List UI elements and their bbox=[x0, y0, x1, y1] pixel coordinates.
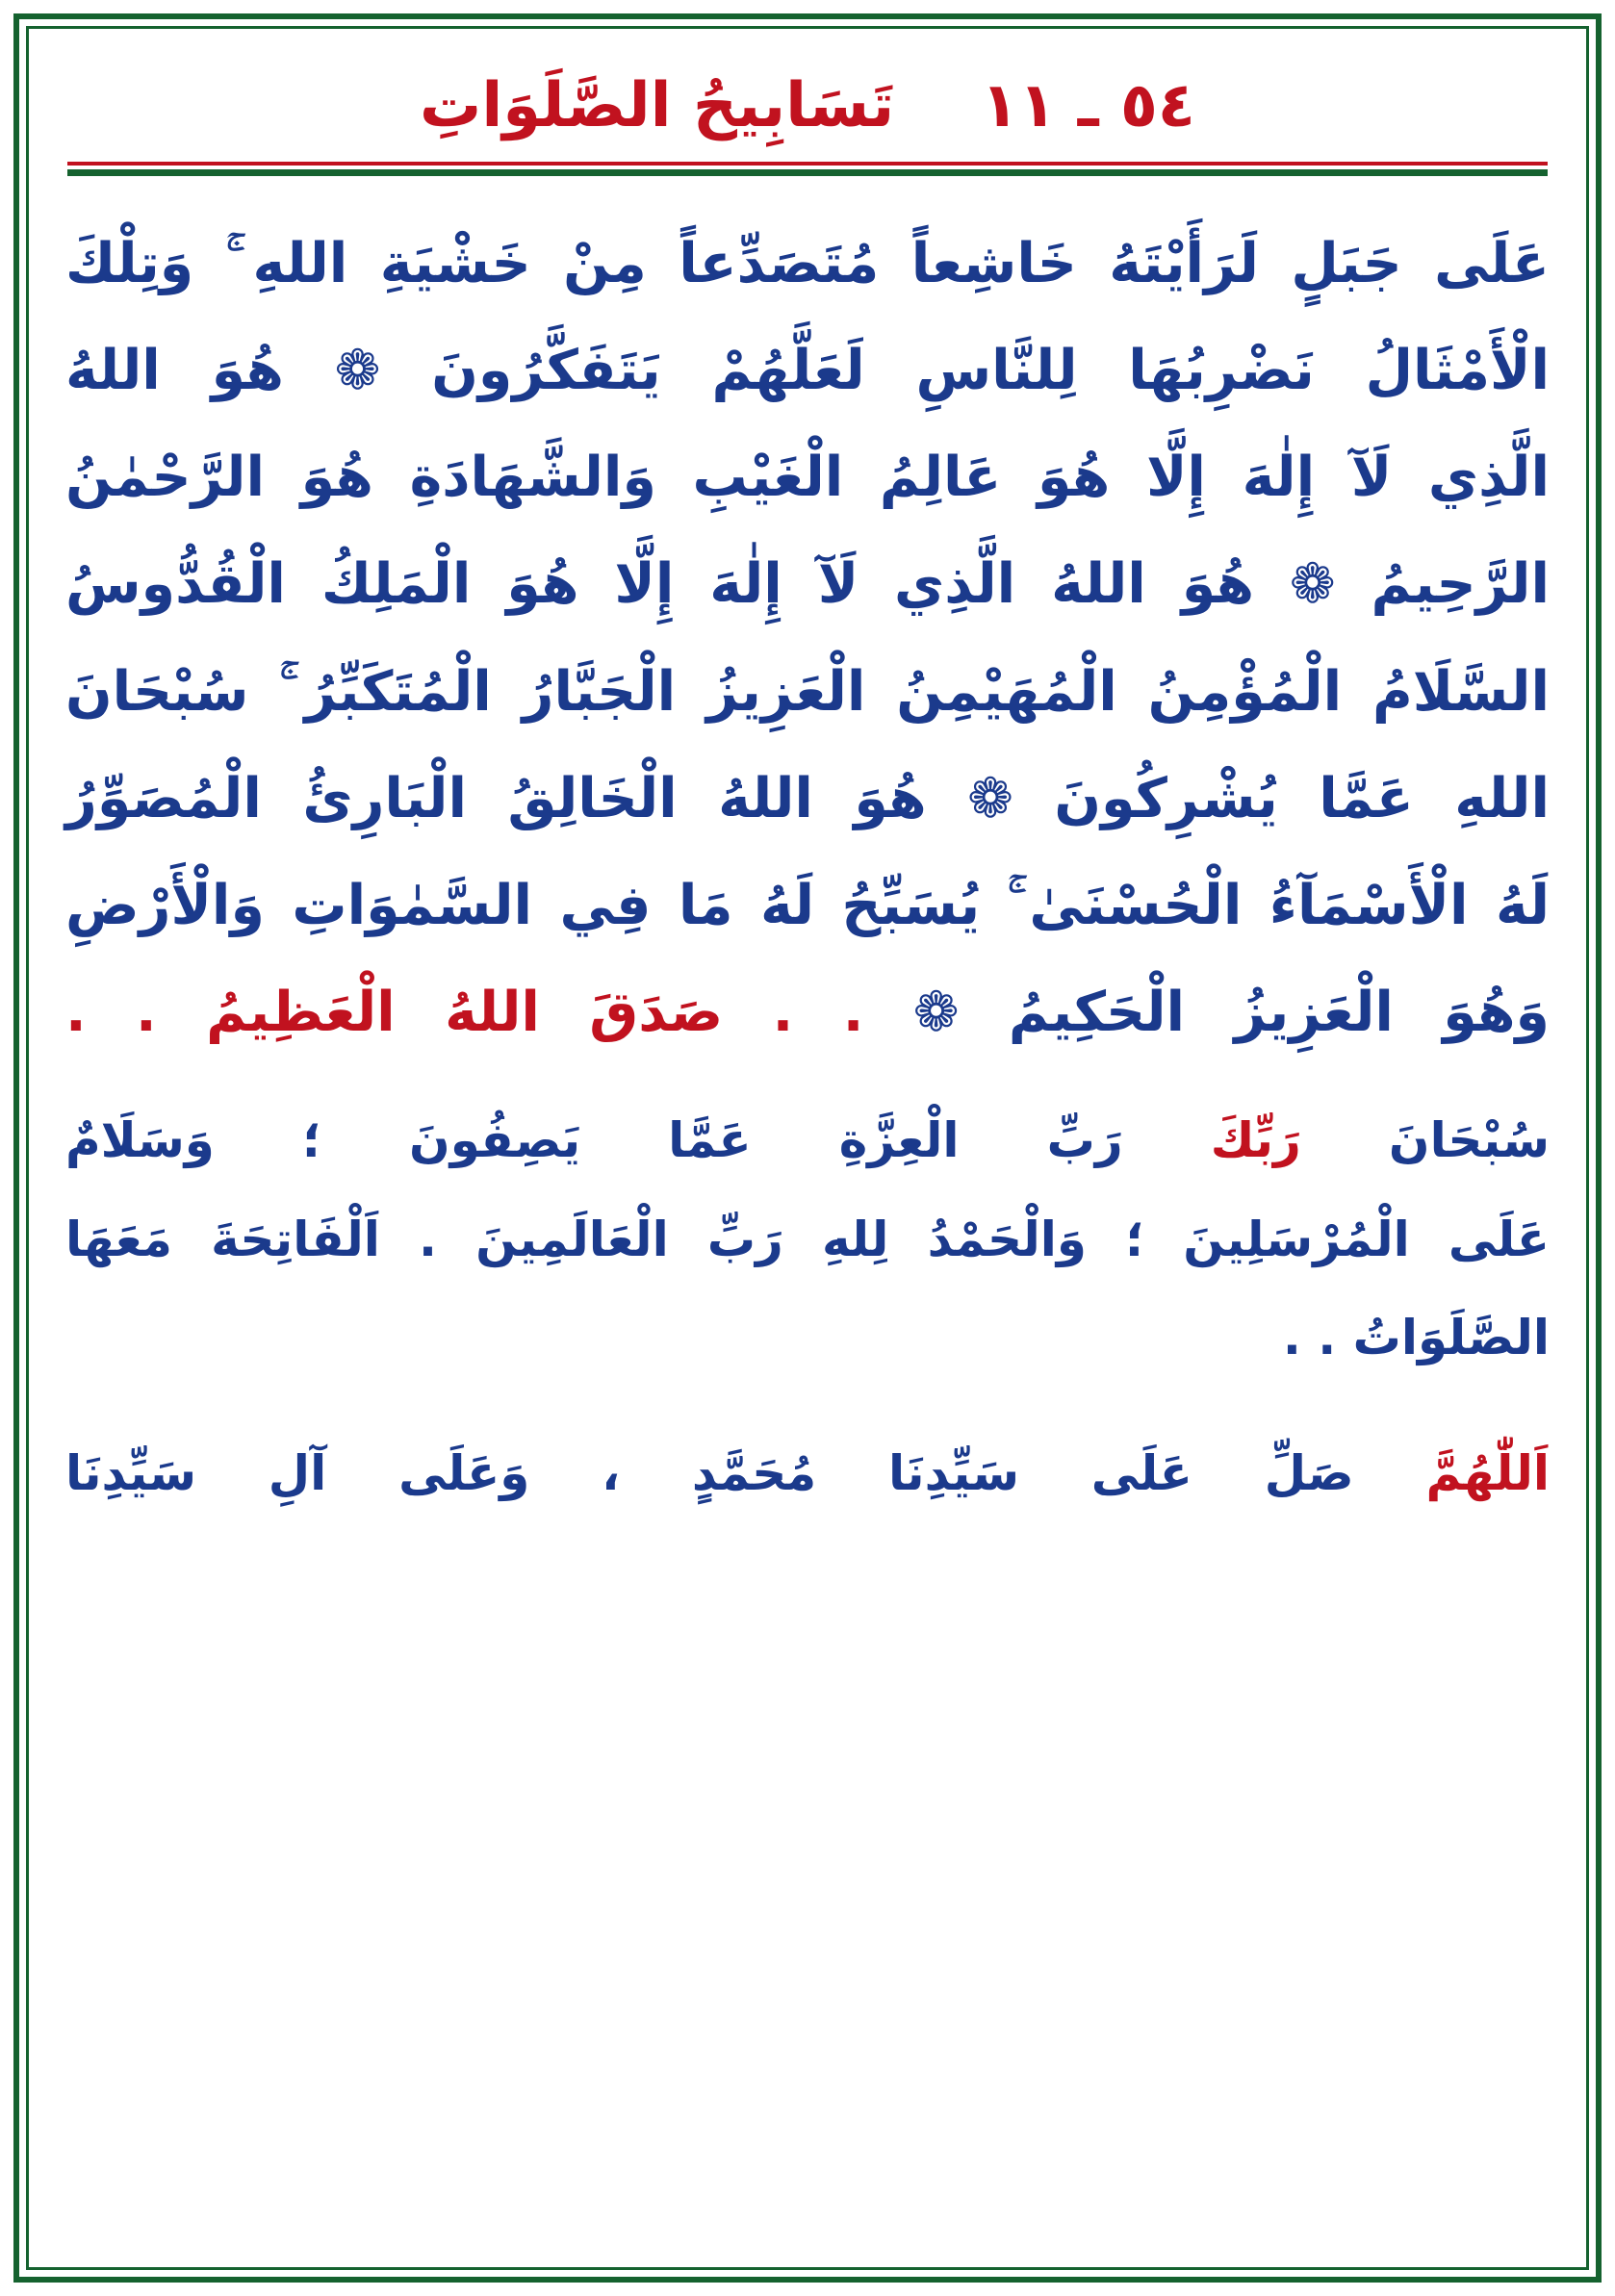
dua-line: عَلَى الْمُرْسَلِينَ ؛ وَالْحَمْدُ لِلهِ رَبِّ الْعَالَمِينَ . اَلْفَاتِحَةَ مَعَهَا bbox=[65, 1211, 1550, 1267]
quran-line: عَلَى جَبَلٍ لَرَأَيْتَهُ خَاشِعاً مُتَصَدِّعاً مِنْ خَشْيَةِ اللهِ ۚ وَتِلْكَ bbox=[65, 232, 1550, 295]
sadaqallah-text: . . صَدَقَ اللهُ الْعَظِيمُ . . bbox=[65, 980, 864, 1044]
quran-line-text: وَهُوَ الْعَزِيزُ الْحَكِيمُ ❁ bbox=[912, 980, 1550, 1044]
quran-line: اللهِ عَمَّا يُشْرِكُونَ ❁ هُوَ اللهُ الْخَالِقُ الْبَارِئُ الْمُصَوِّرُ bbox=[65, 766, 1550, 830]
dua-text-before: سُبْحَانَ bbox=[1300, 1112, 1550, 1169]
page-border-inner bbox=[26, 26, 1589, 2270]
divider-red-line bbox=[67, 162, 1548, 166]
divider-green-line bbox=[67, 169, 1548, 176]
quran-text-block bbox=[58, 176, 1557, 1066]
page-border-outer bbox=[13, 13, 1602, 2283]
quran-line: السَّلَامُ الْمُؤْمِنُ الْمُهَيْمِنُ الْعَزِيزُ الْجَبَّارُ الْمُتَكَبِّرُ ۚ سُبْحَانَ bbox=[65, 659, 1550, 724]
quran-final-line bbox=[65, 959, 1550, 1066]
quran-line: لَهُ الْأَسْمَآءُ الْحُسْنَىٰ ۚ يُسَبِّحُ لَهُ مَا فِي السَّمٰوَاتِ وَالْأَرْضِ bbox=[65, 873, 1550, 937]
quran-line: الَّذِي لَآ إِلٰهَ إِلَّا هُوَ عَالِمُ الْغَيْبِ وَالشَّهَادَةِ هُوَ الرَّحْمٰنُ bbox=[65, 446, 1550, 510]
page-number: ٥٤ ـ ١١ bbox=[981, 70, 1195, 141]
dua-block bbox=[58, 1066, 1557, 1388]
salawat-line bbox=[65, 1424, 1550, 1523]
salawat-highlight: اَللّٰهُمَّ bbox=[1425, 1444, 1550, 1501]
salawat-block bbox=[58, 1388, 1557, 1523]
quran-line: الْأَمْثَالُ نَضْرِبُهَا لِلنَّاسِ لَعَلَّهُمْ يَتَفَكَّرُونَ ❁ هُوَ اللهُ bbox=[65, 339, 1550, 403]
page-header bbox=[58, 54, 1557, 144]
page-title: تَسَابِيحُ الصَّلَوَاتِ bbox=[420, 70, 895, 141]
salawat-text: صَلِّ عَلَى سَيِّدِنَا مُحَمَّدٍ ، وَعَلَى آلِ سَيِّدِنَا bbox=[65, 1444, 1426, 1501]
quran-line: الرَّحِيمُ ❁ هُوَ اللهُ الَّذِي لَآ إِلٰهَ إِلَّا هُوَ الْمَلِكُ الْقُدُّوسُ bbox=[65, 552, 1550, 617]
dua-text-after: رَبِّ الْعِزَّةِ عَمَّا يَصِفُونَ ؛ وَسَلَامٌ bbox=[65, 1112, 1211, 1169]
dua-highlight: رَبِّكَ bbox=[1210, 1112, 1301, 1169]
header-divider bbox=[67, 162, 1548, 176]
dua-line bbox=[65, 1091, 1550, 1190]
dua-line: الصَّلَوَاتُ . . bbox=[1282, 1310, 1550, 1366]
